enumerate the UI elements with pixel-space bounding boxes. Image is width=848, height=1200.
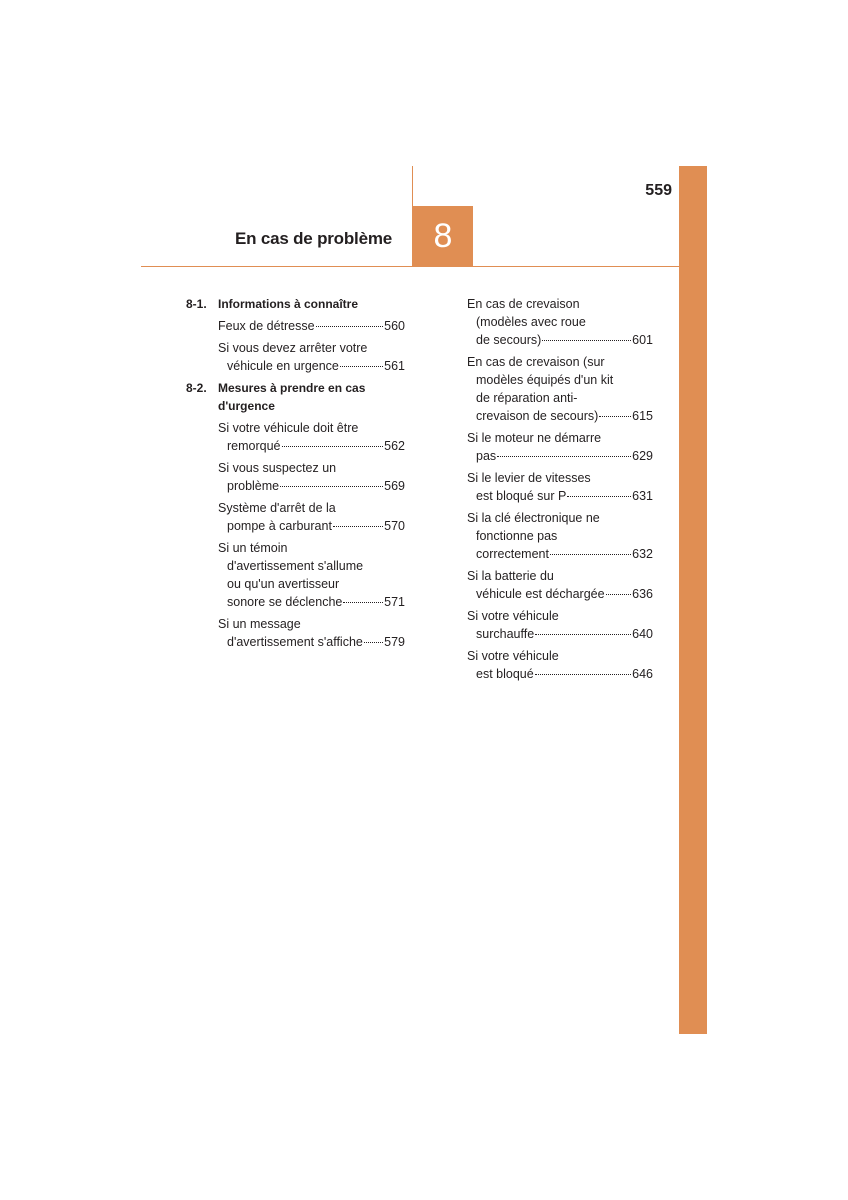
toc-entry bbox=[218, 459, 405, 495]
toc-entry-line: sonore se déclenche bbox=[227, 595, 343, 609]
toc-right-entries bbox=[467, 295, 653, 683]
toc-entry bbox=[467, 607, 653, 643]
toc-entry-last-line bbox=[467, 665, 653, 683]
toc-section-heading bbox=[186, 295, 405, 313]
toc-entry-line: de secours) bbox=[476, 333, 542, 347]
toc-entry-line: pas bbox=[476, 449, 497, 463]
toc-entry-last-line bbox=[467, 487, 653, 505]
dot-leader bbox=[340, 365, 383, 367]
chapter-number-box: 8 bbox=[413, 206, 473, 266]
toc-entry bbox=[218, 317, 405, 335]
toc-section-title-line: Informations à connaître bbox=[218, 297, 359, 311]
toc-entry-last-line bbox=[467, 407, 653, 425]
dot-leader bbox=[364, 641, 383, 643]
toc-entry-line: d'avertissement s'affiche bbox=[227, 635, 363, 649]
toc-entry-line: véhicule en urgence bbox=[227, 359, 339, 373]
toc-entry-line: Si le levier de vitesses bbox=[467, 471, 591, 485]
toc-page-number: 571 bbox=[384, 595, 405, 609]
dot-leader bbox=[535, 673, 631, 675]
toc-entry-line: Si le moteur ne démarre bbox=[467, 431, 602, 445]
toc-section-title-line: Mesures à prendre en cas bbox=[218, 381, 366, 395]
toc-page-number: 629 bbox=[632, 449, 653, 463]
toc-entry bbox=[218, 339, 405, 375]
toc-entry-line: Si la batterie du bbox=[467, 569, 554, 583]
toc-entry-line: d'avertissement s'allume bbox=[227, 559, 364, 573]
toc-entry-line: est bloqué sur P bbox=[476, 489, 567, 503]
dot-leader bbox=[550, 553, 631, 555]
dot-leader bbox=[343, 601, 383, 603]
toc-entry-last-line bbox=[218, 437, 405, 455]
chapter-title: En cas de problème bbox=[234, 229, 392, 248]
toc-page-number: 646 bbox=[632, 667, 653, 681]
toc-entry-line: Si un témoin bbox=[218, 541, 288, 555]
toc-entry-line: de réparation anti- bbox=[476, 391, 578, 405]
toc-entry-line: (modèles avec roue bbox=[476, 315, 586, 329]
toc-section-title bbox=[218, 379, 405, 415]
toc-page-number: 640 bbox=[632, 627, 653, 641]
toc-entry-line: Si la clé électronique ne bbox=[467, 511, 600, 525]
toc-entry bbox=[218, 539, 405, 611]
header-horizontal-rule bbox=[141, 266, 679, 267]
toc-section-title bbox=[218, 295, 405, 313]
toc-entry-line: Si un message bbox=[218, 617, 301, 631]
toc-entry-last-line bbox=[218, 477, 405, 495]
toc-entry bbox=[467, 567, 653, 603]
toc-page-number: 562 bbox=[384, 439, 405, 453]
dot-leader bbox=[567, 495, 631, 497]
dot-leader bbox=[497, 455, 631, 457]
toc-page-number: 560 bbox=[384, 319, 405, 333]
toc-section-entries bbox=[186, 317, 405, 375]
toc-entry-line: pompe à carburant bbox=[227, 519, 332, 533]
toc-entry-last-line bbox=[467, 331, 653, 349]
toc-entry bbox=[467, 295, 653, 349]
toc-entry-line: est bloqué bbox=[476, 667, 534, 681]
toc-page-number: 579 bbox=[384, 635, 405, 649]
toc-entry-line: Si vous suspectez un bbox=[218, 461, 337, 475]
chapter-side-tab bbox=[679, 166, 707, 1034]
toc-entry-line: correctement bbox=[476, 547, 549, 561]
toc-entry-line: Si votre véhicule doit être bbox=[218, 421, 359, 435]
toc-entry-last-line bbox=[218, 317, 405, 335]
toc-page-number: 569 bbox=[384, 479, 405, 493]
toc-section-number: 8-2. bbox=[186, 381, 207, 395]
toc-entry-line: En cas de crevaison (sur bbox=[467, 355, 605, 369]
toc-entry-line: Système d'arrêt de la bbox=[218, 501, 336, 515]
dot-leader bbox=[282, 445, 384, 447]
toc-entry-last-line bbox=[218, 633, 405, 651]
toc-entry-line: ou qu'un avertisseur bbox=[227, 577, 340, 591]
dot-leader bbox=[606, 593, 632, 595]
toc-section bbox=[186, 295, 405, 375]
toc-page-number: 636 bbox=[632, 587, 653, 601]
toc-right-column bbox=[467, 295, 653, 687]
toc-entry-line: fonctionne pas bbox=[476, 529, 558, 543]
toc-entry-line: Si vous devez arrêter votre bbox=[218, 341, 368, 355]
toc-entry-line: surchauffe bbox=[476, 627, 535, 641]
toc-entry-line: véhicule est déchargée bbox=[476, 587, 605, 601]
toc-entry-line: remorqué bbox=[227, 439, 281, 453]
toc-entry bbox=[467, 429, 653, 465]
toc-section-number: 8-1. bbox=[186, 297, 207, 311]
toc-entry-line: En cas de crevaison bbox=[467, 297, 580, 311]
toc-section-heading bbox=[186, 379, 405, 415]
toc-entry-line: modèles équipés d'un kit bbox=[476, 373, 614, 387]
toc-page-number: 561 bbox=[384, 359, 405, 373]
toc-entry-last-line bbox=[467, 585, 653, 603]
toc-entry-line: Feux de détresse bbox=[218, 319, 315, 333]
toc-entry-line: crevaison de secours) bbox=[476, 409, 599, 423]
dot-leader bbox=[333, 525, 383, 527]
toc-entry bbox=[467, 509, 653, 563]
dot-leader bbox=[535, 633, 631, 635]
toc-entry-line: Si votre véhicule bbox=[467, 649, 559, 663]
toc-entry bbox=[218, 499, 405, 535]
toc-page-number: 632 bbox=[632, 547, 653, 561]
toc-page-number: 570 bbox=[384, 519, 405, 533]
toc-section-title-line: d'urgence bbox=[218, 399, 275, 413]
toc-entry-line: problème bbox=[227, 479, 280, 493]
toc-entry-last-line bbox=[218, 517, 405, 535]
toc-page-number: 601 bbox=[632, 333, 653, 347]
toc-section bbox=[186, 379, 405, 651]
dot-leader bbox=[280, 485, 383, 487]
dot-leader bbox=[316, 325, 384, 327]
toc-entry-last-line bbox=[467, 625, 653, 643]
toc-page-number: 631 bbox=[632, 489, 653, 503]
toc-left-column bbox=[186, 295, 405, 655]
toc-entry bbox=[467, 647, 653, 683]
toc-page-number: 615 bbox=[632, 409, 653, 423]
toc-entry bbox=[467, 353, 653, 425]
page-number: 559 bbox=[645, 182, 672, 199]
toc-entry bbox=[467, 469, 653, 505]
toc-entry-last-line bbox=[218, 593, 405, 611]
toc-entry bbox=[218, 615, 405, 651]
toc-entry bbox=[218, 419, 405, 455]
toc-section-entries bbox=[186, 419, 405, 651]
toc-entry-last-line bbox=[467, 545, 653, 563]
toc-entry-last-line bbox=[467, 447, 653, 465]
dot-leader bbox=[542, 339, 631, 341]
toc-entry-line: Si votre véhicule bbox=[467, 609, 559, 623]
dot-leader bbox=[599, 415, 631, 417]
toc-entry-last-line bbox=[218, 357, 405, 375]
